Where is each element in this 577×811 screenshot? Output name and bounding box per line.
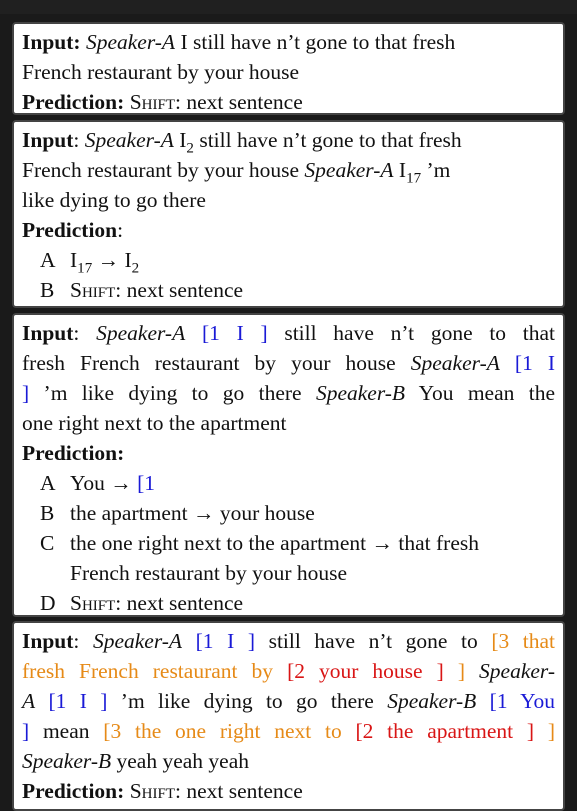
item-label: B xyxy=(40,501,55,525)
token-index: 17 xyxy=(77,260,93,277)
token-index: 2 xyxy=(186,140,194,157)
input-line xyxy=(22,686,555,716)
input-line: one right next to the apartment xyxy=(22,411,287,435)
speaker-a: Speaker-A xyxy=(96,321,186,345)
next-sentence: next sentence xyxy=(186,779,303,803)
item-label: A xyxy=(40,248,56,272)
prediction-item xyxy=(22,528,555,588)
prediction-line: Prediction: Shift: next sentence xyxy=(22,779,303,803)
prediction-item xyxy=(22,588,555,618)
token: French restaurant by your house xyxy=(70,561,348,585)
top-bar xyxy=(0,0,577,14)
input-line: Input: Speaker-A [1 I ] still have n’t gone to [3 that xyxy=(22,629,556,653)
mention-tag: [1 I ] xyxy=(201,321,268,345)
mention-tag: [2 your house ] xyxy=(287,659,444,683)
mention-tag: ] xyxy=(22,381,30,405)
mention-tag: [3 that xyxy=(491,629,556,653)
input-line: like dying to go there xyxy=(22,188,206,212)
mention-tag: fresh French restaurant by xyxy=(22,659,274,683)
example-box-4 xyxy=(12,621,565,811)
input-label: Input xyxy=(22,629,74,653)
next-sentence: next sentence xyxy=(186,90,303,114)
prediction-label: Prediction xyxy=(22,218,118,242)
input-line xyxy=(22,716,555,746)
speaker-b: Speaker-B xyxy=(22,749,112,773)
input-label: Input xyxy=(22,321,74,345)
input-text: French restaurant by your house xyxy=(22,158,300,182)
token-index: 17 xyxy=(406,170,422,187)
mention-tag: [1 xyxy=(137,471,156,495)
token-index: 2 xyxy=(131,260,140,277)
shift-label: Shift xyxy=(70,278,116,302)
prediction-item xyxy=(22,468,555,498)
input-text: still have n’t gone to xyxy=(268,629,478,653)
speaker-a: Speaker-A xyxy=(85,30,176,54)
prediction-label: Prediction: xyxy=(22,90,125,114)
input-text: You mean the xyxy=(418,381,556,405)
mention-tag: [3 the one right next to xyxy=(103,719,342,743)
input-line: Input: Speaker-A [1 I ] still have n’t gone to that xyxy=(22,321,556,345)
mention-tag: [2 the apartment ] xyxy=(355,719,535,743)
input-label: Input xyxy=(22,128,74,152)
shift-label: Shift xyxy=(129,90,175,114)
arrow-icon: → xyxy=(97,248,120,272)
token: You xyxy=(70,471,105,495)
token: I xyxy=(70,248,78,272)
input-line xyxy=(22,348,555,378)
prediction-line: Prediction: Shift: next sentence xyxy=(22,90,303,114)
token: I xyxy=(179,128,187,152)
mention-tag: ] xyxy=(457,659,465,683)
prediction-line: Prediction: xyxy=(22,218,124,242)
input-text: still have n’t gone to that fresh xyxy=(199,128,462,152)
mention-tag: [1 I ] xyxy=(48,689,108,713)
speaker-a: Speaker-A xyxy=(84,128,174,152)
prediction-label: Prediction: xyxy=(22,779,125,803)
next-sentence: next sentence xyxy=(126,591,244,615)
input-text: yeah yeah yeah xyxy=(116,749,249,773)
speaker-a: Speaker-A xyxy=(304,158,394,182)
input-text: ’m xyxy=(426,158,451,182)
item-body: Shift: next sentence xyxy=(70,591,244,615)
mention-tag: ] xyxy=(22,719,30,743)
input-text: still have n’t gone to that xyxy=(284,321,556,345)
token: that fresh xyxy=(398,531,479,555)
example-box-1 xyxy=(12,22,565,115)
input-line: French restaurant by your house xyxy=(22,60,300,84)
item-body xyxy=(70,245,555,275)
speaker-a: Speaker- xyxy=(479,659,556,683)
item-body xyxy=(70,498,555,528)
input-line xyxy=(22,746,555,776)
arrow-icon: → xyxy=(192,501,215,525)
example-box-2 xyxy=(12,120,565,308)
speaker-a: Speaker-A xyxy=(92,629,183,653)
input-line xyxy=(22,155,555,185)
mention-tag: ] xyxy=(547,719,556,743)
item-label: D xyxy=(40,591,56,615)
token: the one right next to the apartment xyxy=(70,531,367,555)
input-text: mean xyxy=(42,719,90,743)
speaker-b: Speaker-B xyxy=(315,381,406,405)
mention-tag: [1 You xyxy=(489,689,556,713)
prediction-label: Prediction: xyxy=(22,441,125,465)
speaker-b: Speaker-B xyxy=(387,689,477,713)
input-line xyxy=(22,378,555,408)
token: the apartment xyxy=(70,501,188,525)
input-line: Input: Speaker-A $I_2$ still have n’t gone to that fresh xyxy=(22,128,462,157)
mention-tag: [1 I ] xyxy=(195,629,256,653)
input-text: ’m like dying to go there xyxy=(120,689,374,713)
input-text: ’m like dying to go there xyxy=(43,381,302,405)
token: I xyxy=(124,248,132,272)
example-box-3 xyxy=(12,313,565,617)
shift-label: Shift xyxy=(70,591,116,615)
arrow-icon: → xyxy=(110,471,132,495)
item-label: A xyxy=(40,471,56,495)
input-text-visible: I still have n’t gone to that fresh xyxy=(180,30,456,54)
input-line xyxy=(22,27,555,57)
arrow-icon: → xyxy=(371,531,394,555)
item-label: B xyxy=(40,278,55,302)
item-label: C xyxy=(40,531,55,555)
prediction-line xyxy=(22,438,555,468)
prediction-item xyxy=(22,245,555,275)
input-line xyxy=(22,656,555,686)
token: I xyxy=(398,158,407,182)
input-text: fresh French restaurant by your house xyxy=(22,351,396,375)
shift-label: Shift xyxy=(129,779,175,803)
next-sentence: next sentence xyxy=(126,278,244,302)
speaker-a: Speaker-A xyxy=(410,351,500,375)
mention-tag: [1 I xyxy=(514,351,556,375)
prediction-item xyxy=(22,498,555,528)
item-body: Shift: next sentence xyxy=(70,278,244,302)
input-label: Input: xyxy=(22,30,81,54)
prediction-item xyxy=(22,275,555,305)
item-body xyxy=(70,528,555,588)
token: your house xyxy=(219,501,315,525)
item-body xyxy=(70,468,555,498)
speaker-a: A xyxy=(22,689,36,713)
